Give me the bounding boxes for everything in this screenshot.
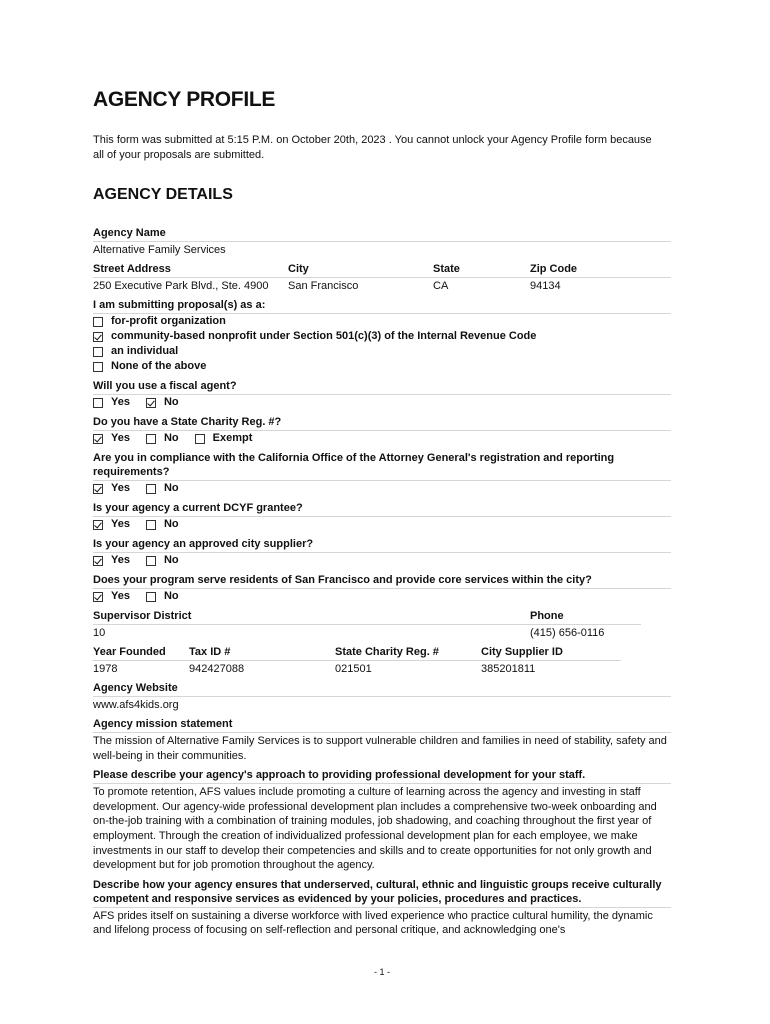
serve-sf-no[interactable] (146, 589, 179, 604)
proposal-type-label: I am submitting proposal(s) as a: (93, 298, 671, 314)
option-label: Yes (111, 482, 130, 494)
option-label: No (163, 554, 179, 566)
checkbox[interactable] (93, 484, 103, 494)
proposal-type-field (93, 298, 671, 374)
option-label: Yes (111, 554, 130, 566)
compliance-field (93, 451, 671, 496)
submission-notice: This form was submitted at 5:15 P.M. on October 20th, 2023 . You cannot unlock your Agency Profile form because all of your proposals are submitted. (93, 134, 652, 161)
option-label: an individual (111, 345, 179, 357)
mission-value: The mission of Alternative Family Services is to support vulnerable children and families in need of stability, safety and well-being in their communities. (93, 735, 667, 762)
option-label: Yes (111, 432, 130, 444)
city-supplier-id-value: 385201811 (481, 663, 536, 675)
option-label: No (163, 432, 179, 444)
serve-sf-yes[interactable] (93, 589, 130, 604)
street-value: 250 Executive Park Blvd., Ste. 4900 (93, 277, 288, 293)
city-supplier-yes[interactable] (93, 553, 130, 568)
serve-sf-label: Does your program serve residents of San Francisco and provide core services within the city? (93, 573, 671, 589)
checkbox[interactable] (146, 520, 156, 530)
option-label: Yes (111, 396, 130, 408)
checkbox[interactable] (93, 347, 103, 357)
proposal-option[interactable] (93, 329, 671, 344)
website-label: Agency Website (93, 681, 671, 697)
option-label: Exempt (212, 432, 253, 444)
option-label: No (163, 396, 179, 408)
tax-id-label: Tax ID # (189, 645, 335, 661)
city-value: San Francisco (288, 280, 359, 292)
fiscal-agent-label: Will you use a fiscal agent? (93, 379, 671, 395)
page-title: AGENCY PROFILE (93, 88, 276, 111)
district-label: Supervisor District (93, 609, 530, 625)
professional-development-field (93, 768, 671, 873)
compliance-no[interactable] (146, 481, 179, 496)
website-field (93, 681, 671, 712)
checkbox[interactable] (146, 556, 156, 566)
charity-reg-label: Do you have a State Charity Reg. #? (93, 415, 671, 431)
city-supplier-no[interactable] (146, 553, 179, 568)
proposal-option[interactable] (93, 314, 671, 329)
professional-development-value: To promote retention, AFS values include promoting a culture of learning across the agency and investing in staff development. Our agency-wide professional development plan includes a comprehensive two-week onboarding and on-the-job training with a combination of training modules, job shadowing, and coaching throughout the first year of employment. Through the creation of individualized professional development plan for each employee, we make investments in our staff to develop their competencies and skills and to create opportunities for not only growth and development but for job promotion throughout the agency. (93, 786, 657, 872)
charity-reg-no[interactable] (146, 431, 179, 446)
state-label: State (433, 263, 460, 275)
professional-development-label: Please describe your agency's approach to providing professional development for your staff. (93, 768, 671, 784)
option-label: Yes (111, 590, 130, 602)
district-row (93, 609, 671, 640)
city-label: City (288, 262, 433, 278)
compliance-label: Are you in compliance with the California Office of the Attorney General's registration and reporting requirements? (93, 451, 671, 481)
compliance-yes[interactable] (93, 481, 130, 496)
option-label: None of the above (111, 360, 207, 372)
checkbox[interactable] (146, 484, 156, 494)
charity-reg-yes[interactable] (93, 431, 130, 446)
agency-name-field (93, 226, 671, 257)
city-supplier-id-label: City Supplier ID (481, 645, 621, 661)
option-label: No (163, 590, 179, 602)
option-label: community-based nonprofit under Section 501(c)(3) of the Internal Revenue Code (111, 330, 537, 342)
charity-reg-number-value: 021501 (335, 663, 372, 675)
year-founded-value: 1978 (93, 663, 118, 675)
fiscal-agent-field (93, 379, 671, 410)
year-founded-label: Year Founded (93, 645, 189, 661)
dcyf-label: Is your agency a current DCYF grantee? (93, 501, 671, 517)
cultural-competence-field (93, 878, 671, 938)
district-value: 10 (93, 627, 106, 639)
checkbox[interactable] (93, 362, 103, 372)
checkbox[interactable] (93, 317, 103, 327)
mission-field (93, 717, 671, 763)
proposal-option[interactable] (93, 359, 671, 374)
address-row (93, 262, 671, 293)
cultural-competence-value: AFS prides itself on sustaining a diverse workforce with lived experience who practice cultural humility, the dynamic and lifelong process of focusing on self-reflection and personal critique, and acknowledging one's (93, 909, 653, 937)
agency-details (93, 226, 671, 938)
city-supplier-label: Is your agency an approved city supplier? (93, 537, 671, 553)
phone-value: (415) 656-0116 (530, 627, 605, 639)
fiscal-agent-no[interactable] (146, 395, 179, 410)
state-value: CA (433, 277, 530, 293)
proposal-option[interactable] (93, 344, 671, 359)
dcyf-no[interactable] (146, 517, 179, 532)
serve-sf-field (93, 573, 671, 604)
agency-name-label: Agency Name (93, 226, 671, 242)
checkbox[interactable] (146, 592, 156, 602)
mission-label: Agency mission statement (93, 717, 671, 733)
fiscal-agent-yes[interactable] (93, 395, 130, 410)
charity-reg-field (93, 415, 671, 446)
option-label: No (163, 518, 179, 530)
section-title: AGENCY DETAILS (93, 186, 233, 203)
option-label: No (163, 482, 179, 494)
street-label: Street Address (93, 263, 171, 275)
option-label: for-profit organization (111, 315, 226, 327)
cultural-competence-label: Describe how your agency ensures that underserved, cultural, ethnic and linguistic groups receive culturally competent and responsive services as evidenced by your policies, procedures and practices. (93, 878, 671, 908)
phone-label: Phone (530, 609, 641, 625)
dcyf-yes[interactable] (93, 517, 130, 532)
tax-id-value: 942427088 (189, 663, 245, 675)
zip-label: Zip Code (530, 262, 671, 278)
document-page (93, 0, 671, 1024)
checkbox[interactable] (195, 434, 205, 444)
checkbox[interactable] (93, 398, 103, 408)
checkbox[interactable] (93, 332, 103, 342)
ids-row (93, 645, 671, 676)
checkbox[interactable] (93, 592, 103, 602)
agency-name-value: Alternative Family Services (93, 244, 226, 256)
page-number: - 1 - (373, 967, 390, 977)
checkbox[interactable] (93, 434, 103, 444)
checkbox[interactable] (93, 556, 103, 566)
checkbox[interactable] (146, 398, 156, 408)
charity-reg-number-label: State Charity Reg. # (335, 645, 481, 661)
charity-reg-exempt[interactable] (195, 431, 253, 446)
option-label: Yes (111, 518, 130, 530)
dcyf-field (93, 501, 671, 532)
zip-value: 94134 (530, 280, 561, 292)
website-value: www.afs4kids.org (93, 699, 179, 711)
checkbox[interactable] (93, 520, 103, 530)
city-supplier-field (93, 537, 671, 568)
checkbox[interactable] (146, 434, 156, 444)
